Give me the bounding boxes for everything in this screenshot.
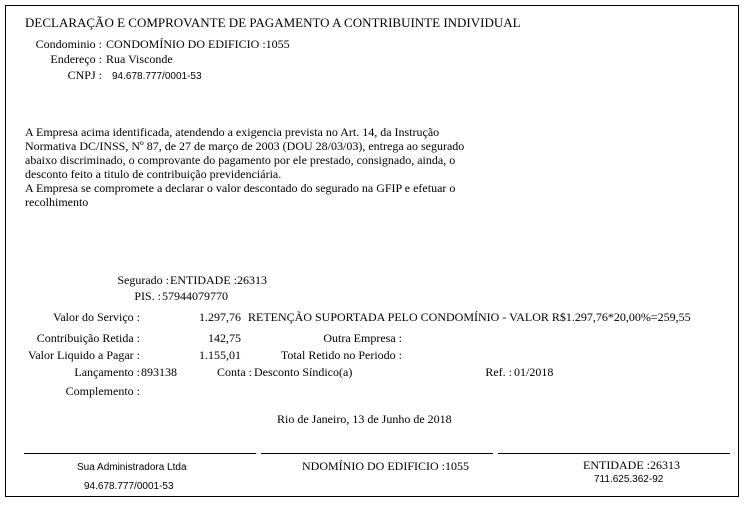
paragraph-line: recolhimento	[25, 195, 89, 209]
declaration-paragraph	[25, 125, 515, 209]
segurado-value: ENTIDADE :26313	[170, 273, 267, 287]
paragraph-line: A Empresa acima identificada, atendendo a exigencia prevista no Art. 14, da Instrução	[25, 125, 440, 139]
pis-label: PIS. :	[134, 289, 161, 303]
ref-value: 01/2018	[514, 365, 554, 379]
admin-name: Sua Administradora Ltda	[77, 462, 187, 473]
document-title: DECLARAÇÃO E COMPROVANTE DE PAGAMENTO A CONTRIBUINTE INDIVIDUAL	[25, 15, 521, 30]
paragraph-line: A Empresa se compromete a declarar o valor descontado do segurado na GFIP e efetuar o	[25, 181, 456, 195]
date-line: Rio de Janeiro, 13 de Junho de 2018	[277, 412, 452, 426]
paragraph-line: abaixo discriminado, o comprovante do pagamento por ele prestado, consignado, ainda, o	[25, 153, 456, 167]
condominio-signature-name: NDOMÍNIO DO EDIFICIO :1055	[302, 459, 469, 473]
complemento-label: Complemento :	[65, 384, 140, 398]
admin-cnpj: 94.678.777/0001-53	[84, 481, 174, 492]
ref-label: Ref. :	[485, 365, 512, 379]
retencao-note: RETENÇÃO SUPORTADA PELO CONDOMÍNIO - VALOR R$1.297,76*20,00%=259,55	[248, 310, 691, 324]
paragraph-line: Normativa DC/INSS, Nº 87, de 27 de março de 2003 (DOU 28/03/03), entrega ao segurado	[25, 139, 465, 153]
entidade-document: 711.625.362-92	[594, 474, 664, 485]
contribuicao-label: Contribuição Retida :	[36, 331, 140, 345]
pis-value: 57944079770	[162, 289, 228, 303]
liquido-label: Valor Liquido a Pagar :	[28, 348, 140, 362]
signature-line-admin	[24, 453, 256, 454]
cnpj-value: 94.678.777/0001-53	[112, 71, 202, 82]
conta-label: Conta :	[217, 365, 252, 379]
paragraph-line: desconto feito a titulo de contribuição previdenciária.	[25, 167, 282, 181]
entidade-signature-name: ENTIDADE :26313	[583, 458, 680, 472]
liquido-value: 1.155,01	[199, 348, 241, 362]
segurado-label: Segurado :	[117, 273, 169, 287]
total-retido-label: Total Retido no Periodo :	[280, 348, 402, 362]
contribuicao-value: 142,75	[208, 331, 241, 345]
signature-line-entidade	[498, 453, 730, 454]
outra-empresa-label: Outra Empresa :	[323, 331, 402, 345]
signature-line-condominio	[261, 453, 493, 454]
cnpj-label: CNPJ :	[67, 68, 102, 82]
condominio-value: CONDOMÍNIO DO EDIFICIO :1055	[106, 37, 290, 51]
condominio-label: Condominio :	[35, 37, 102, 51]
lancamento-value: 893138	[141, 365, 177, 379]
endereco-value: Rua Visconde	[106, 52, 173, 66]
conta-value: Desconto Síndico(a)	[254, 365, 353, 379]
valor-servico-label: Valor do Serviço :	[53, 310, 140, 324]
endereco-label: Endereço :	[50, 52, 102, 66]
lancamento-label: Lançamento :	[74, 365, 140, 379]
valor-servico-value: 1.297,76	[199, 310, 241, 324]
